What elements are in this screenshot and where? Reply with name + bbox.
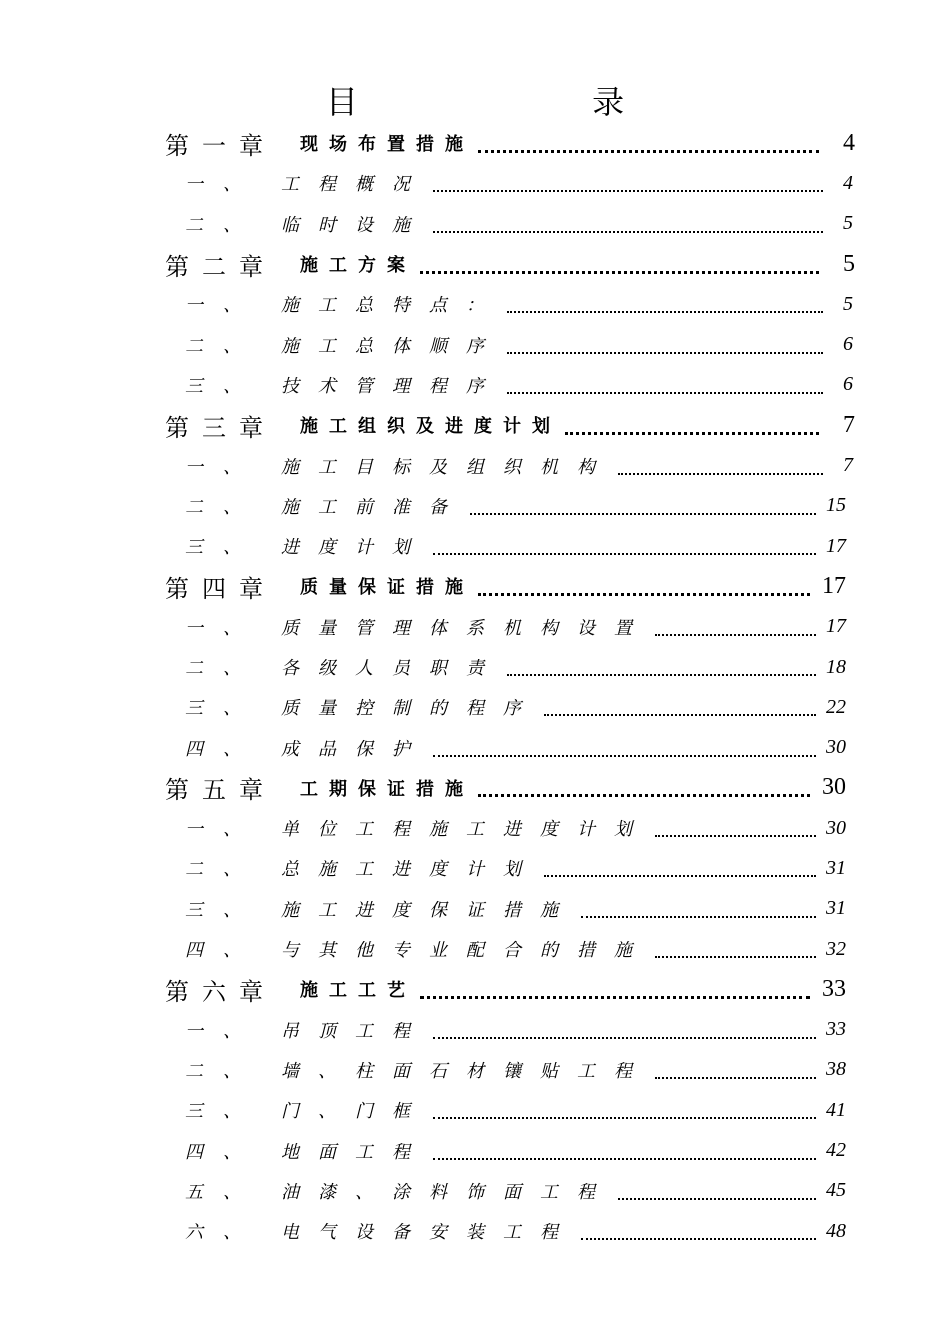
toc-page-number: 17 [826,534,846,557]
toc-chapter-entry[interactable] [0,123,950,163]
toc-entry-title: 电气设备安装工程 [281,1222,577,1244]
toc-entry-title: 施工工艺 [300,980,416,1002]
toc-entry-number: 一、 [185,456,261,478]
toc-entry-number: 二、 [185,658,261,679]
toc-entry-number: 三、 [185,1101,261,1123]
toc-page-number: 45 [826,1179,846,1202]
toc-entry-number: 二、 [185,859,261,881]
toc-page-number: 33 [826,1018,846,1041]
toc-page-number: 42 [826,1139,846,1162]
toc-entry-number: 二、 [185,214,261,236]
toc-section-entry[interactable] [0,486,950,526]
toc-page-number: 31 [826,856,846,879]
toc-entry-number: 四、 [185,738,261,760]
toc-section-entry[interactable] [0,1171,950,1211]
toc-entry-title: 各级人员职责 [281,658,503,679]
toc-entry-number: 第一章 [165,131,276,160]
toc-page-number: 18 [826,655,846,678]
toc-page-number: 38 [826,1058,846,1081]
toc-section-entry[interactable] [0,889,950,929]
toc-page-number: 30 [822,774,846,801]
toc-entry-title: 与其他专业配合的措施 [281,940,651,962]
toc-entry-number: 第五章 [165,776,276,805]
toc-page-number: 30 [826,736,846,759]
dot-leader [507,311,823,313]
toc-section-entry[interactable] [0,365,950,405]
dot-leader [433,231,823,233]
toc-section-entry[interactable] [0,204,950,244]
toc-section-entry[interactable] [0,1010,950,1050]
toc-chapter-entry[interactable] [0,244,950,284]
dot-leader [581,916,816,918]
toc-entry-number: 一、 [185,1020,261,1042]
toc-entry-title: 工期保证措施 [300,778,474,800]
dot-leader [618,1198,816,1200]
dot-leader [478,593,810,596]
dot-leader [581,1238,816,1240]
dot-leader [433,553,816,555]
toc-page-number: 48 [826,1219,846,1242]
toc-entry-title: 施工方案 [300,255,416,277]
toc-entry-title: 临时设施 [281,214,429,236]
toc-section-entry[interactable] [0,687,950,727]
toc-chapter-entry[interactable] [0,969,950,1009]
dot-leader [655,1077,816,1079]
dot-leader [420,271,819,274]
dot-leader [655,956,816,958]
toc-section-entry[interactable] [0,1090,950,1130]
toc-entry-title: 质量控制的程序 [281,698,540,720]
toc-entry-number: 四、 [185,940,261,962]
dot-leader [478,150,819,153]
toc-entry-number: 一、 [185,617,261,639]
dot-leader [433,1158,816,1160]
toc-section-entry[interactable] [0,1211,950,1251]
toc-entry-title: 工程概况 [281,174,429,196]
toc-entry-number: 四、 [185,1141,261,1163]
dot-leader [565,432,819,435]
dot-leader [544,875,816,877]
toc-section-entry[interactable] [0,647,950,687]
toc-section-entry[interactable] [0,607,950,647]
dot-leader [507,392,823,394]
toc-entry-number: 第二章 [165,252,276,281]
toc-section-entry[interactable] [0,163,950,203]
toc-entry-title: 地面工程 [281,1141,429,1163]
toc-entry-title: 技术管理程序 [281,375,503,397]
toc-entry-title: 现场布置措施 [300,134,474,156]
toc-page-number: 32 [826,937,846,960]
toc-entry-number: 三、 [185,698,261,720]
toc-section-entry[interactable] [0,727,950,767]
toc-entry-number: 二、 [185,496,261,518]
toc-page-number: 22 [826,695,846,718]
toc-title: 目 录 [325,83,737,121]
toc-entry-number: 六、 [185,1222,261,1244]
dot-leader [544,714,816,716]
toc-section-entry[interactable] [0,284,950,324]
dot-leader [433,755,816,757]
dot-leader [507,352,823,354]
toc-page-number: 5 [843,250,855,277]
toc-entry-title: 墙、柱面石材镶贴工程 [281,1060,651,1082]
toc-entry-number: 二、 [185,1060,261,1082]
toc-section-entry[interactable] [0,1050,950,1090]
toc-section-entry[interactable] [0,929,950,969]
toc-page-number: 31 [826,897,846,920]
dot-leader [433,190,823,192]
toc-entry-title: 质量管理体系机构设置 [281,617,651,639]
toc-section-entry[interactable] [0,324,950,364]
toc-page-number: 6 [843,373,853,396]
toc-entry-number: 第六章 [165,977,276,1006]
toc-entry-number: 一、 [185,819,261,841]
toc-entry-title: 质量保证措施 [300,577,474,599]
toc-page-number: 17 [822,572,846,599]
toc-page-number: 6 [843,333,853,356]
toc-entry-title: 吊顶工程 [281,1020,429,1042]
dot-leader [655,634,816,636]
toc-page-number: 5 [843,292,853,315]
toc-entry-number: 第三章 [165,413,276,442]
dot-leader [433,1117,816,1119]
toc-page-number: 17 [826,615,846,638]
toc-chapter-entry[interactable] [0,566,950,606]
toc-section-entry[interactable] [0,808,950,848]
toc-entry-title: 施工进度保证措施 [281,899,577,921]
toc-entry-number: 五、 [185,1181,261,1203]
toc-entry-title: 施工总体顺序 [281,335,503,357]
toc-entry-number: 一、 [185,174,261,196]
toc-entry-number: 第四章 [165,574,276,603]
toc-page-number: 33 [822,975,846,1002]
toc-entry-number: 一、 [185,295,261,317]
toc-section-entry[interactable] [0,445,950,485]
toc-entry-title: 油漆、涂料饰面工程 [281,1181,614,1203]
toc-entry-title: 施工目标及组织机构 [281,456,614,478]
toc-page-number: 7 [843,454,853,477]
dot-leader [618,473,823,475]
toc-entry-title: 施工组织及进度计划 [300,416,561,438]
toc-entry-number: 三、 [185,375,261,397]
toc-entry-title: 成品保护 [281,738,429,760]
dot-leader [478,794,810,797]
toc-page-number: 15 [826,494,846,517]
toc-section-entry[interactable] [0,848,950,888]
toc-entry-title: 进度计划 [281,537,429,559]
toc-page-number: 5 [843,212,853,235]
toc-chapter-entry[interactable] [0,405,950,445]
toc-entry-title: 单位工程施工进度计划 [281,819,651,841]
toc-page-number: 4 [843,129,855,156]
dot-leader [507,674,816,676]
toc-entry-number: 三、 [185,899,261,921]
toc-page-number: 41 [826,1098,846,1121]
toc-entry-title: 施工总特点： [281,295,503,317]
toc-entry-title: 门、门框 [281,1101,429,1123]
dot-leader [655,835,816,837]
toc-entry-number: 三、 [185,537,261,559]
dot-leader [420,996,810,999]
toc-chapter-entry[interactable] [0,768,950,808]
toc-page-number: 7 [843,411,855,438]
toc-section-entry[interactable] [0,1130,950,1170]
toc-page-number: 30 [826,816,846,839]
dot-leader [433,1037,816,1039]
toc-entry-title: 施工前准备 [281,496,466,518]
toc-entry-title: 总施工进度计划 [281,859,540,881]
toc-entry-number: 二、 [185,335,261,357]
dot-leader [470,513,816,515]
toc-section-entry[interactable] [0,526,950,566]
toc-list [0,123,950,1251]
toc-page-number: 4 [843,171,853,194]
